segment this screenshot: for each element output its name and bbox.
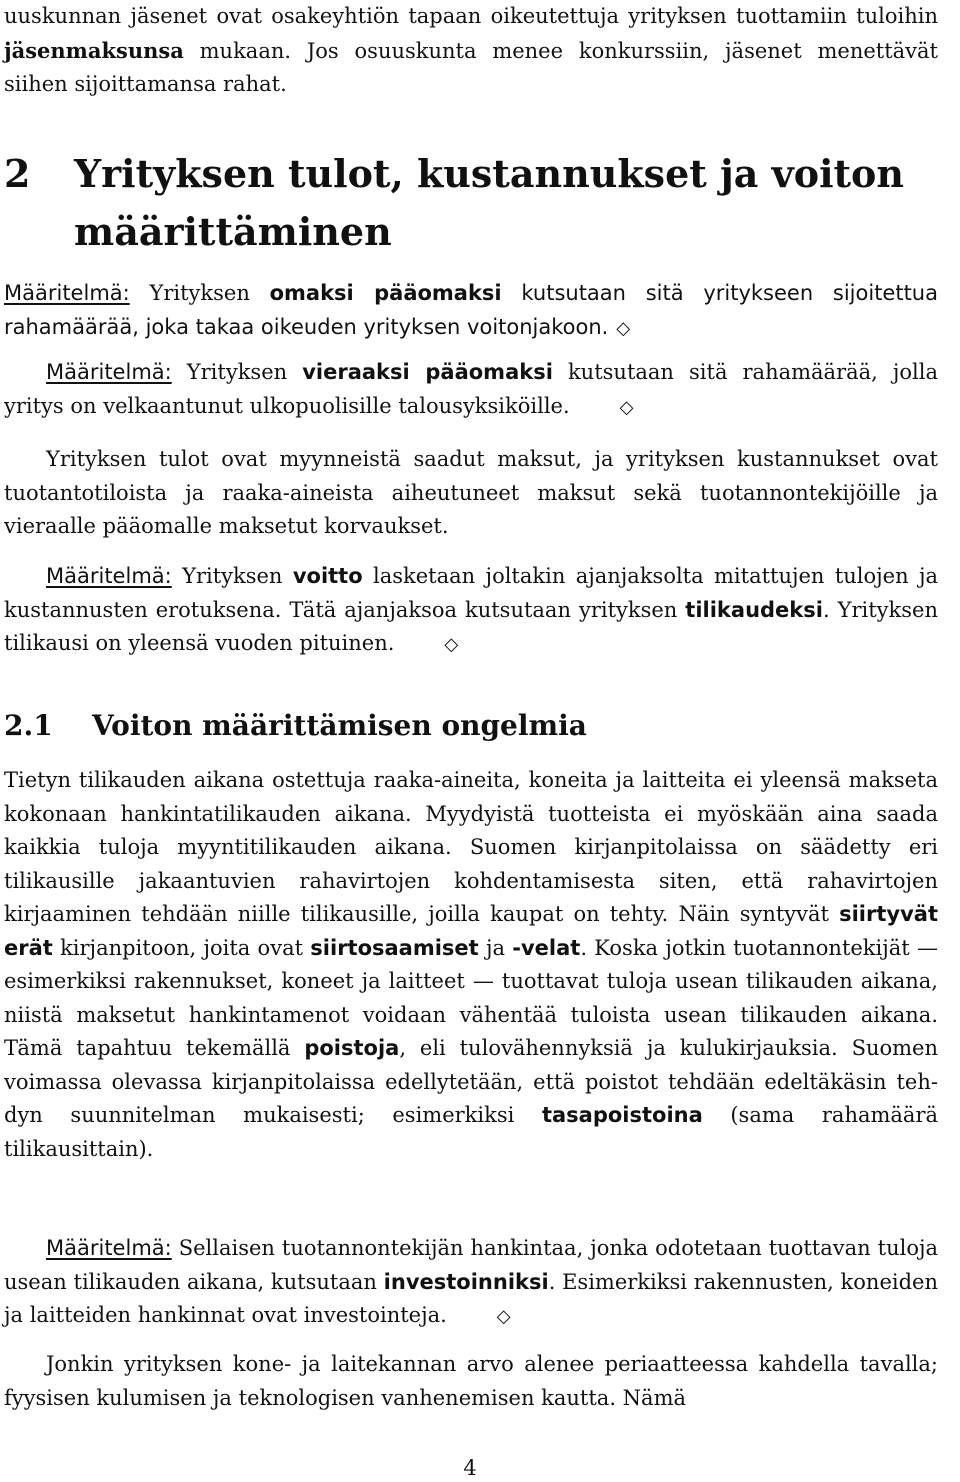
page-number: 4 <box>463 1456 477 1480</box>
definition-investment: Määritelmä: Sellaisen tuotannontekijän hankintaa, jonka odotetaan tuottavan tuloja usean tilikauden aikana, kutsutaan investoinniksi. Esimerkiksi rakennusten, koneiden ja laitteiden hankinnat ovat investointeja. ◇ <box>4 1232 938 1334</box>
section-heading <box>4 145 934 261</box>
definition-equity: Määritelmä: Yrityksen omaksi pääomaksi kutsutaan sitä yritykseen sijoitettua rahamäärää, joka takaa oikeuden yrityksen voitonjakoon. ◇ <box>4 277 938 345</box>
bold-term: investoinniksi <box>383 1269 549 1294</box>
paragraph-intro: uuskunnan jäsenet ovat osakeyhtiön tapaan oikeutettuja yrityksen tuottamiin tuloihin jäsenmaksunsa mukaan. Jos osuuskunta menee konkurssiin, jäsenet menettävät siihen sijoittamansa rahat. <box>4 4 938 96</box>
definition-label: Määritelmä: <box>46 1236 172 1260</box>
definition-label: Määritelmä: <box>4 281 130 305</box>
paragraph-depreciation: Jonkin yrityksen kone- ja laitekannan arvo alenee periaatteessa kahdella tavalla; fyysisen kulumisen ja teknologisen vanhenemisen kautta. Nämä <box>4 1352 938 1410</box>
bold-term: poistoja <box>304 1036 400 1060</box>
subsection-title: Voiton määrittämisen ongelmia <box>92 709 587 742</box>
end-of-definition-icon: ◇ <box>619 396 634 418</box>
bold-term: voitto <box>292 564 363 588</box>
subsection-heading <box>4 706 587 746</box>
definition-profit: Määritelmä: Yrityksen voitto lasketaan joltakin ajanjaksolta mitattujen tulojen ja kustannusten erotuksena. Tätä ajanjaksoa kutsutaan yrityksen tilikaudeksi. Yrityksen tilikausi on yleensä vuoden pituinen. ◇ <box>4 560 938 662</box>
bold-term: -velat <box>512 935 581 960</box>
section-number: 2 <box>4 151 31 196</box>
bold-term: omaksi pääomaksi <box>269 281 502 305</box>
bold-term: tilikaudeksi <box>685 597 823 622</box>
section-title: Yrityksen tulot, kustannukset ja voiton määrittäminen <box>74 151 905 254</box>
end-of-definition-icon: ◇ <box>496 1306 511 1327</box>
subsection-number: 2.1 <box>4 709 53 742</box>
definition-debt: Määritelmä: Yrityksen vieraaksi pääomaksi kutsutaan sitä rahamäärää, jolla yritys on velkaantunut ulkopuolisille talousyksiköille. ◇ <box>4 356 938 424</box>
end-of-definition-icon: ◇ <box>616 317 631 339</box>
bold-term: jäsenmaksunsa <box>4 37 184 63</box>
end-of-definition-icon: ◇ <box>444 634 459 655</box>
paragraph-revenue-costs: Yrityksen tulot ovat myynneistä saadut maksut, ja yrityksen kustannukset ovat tuotantotiloista ja raaka-aineista aiheutuneet maksut sekä tuotannontekijöille ja vieraalle pääomalle maksetut korvaukset. <box>4 447 938 538</box>
bold-term: vieraaksi pääomaksi <box>302 360 553 384</box>
bold-term: tasapoistoina <box>541 1103 703 1127</box>
bold-term: siirtyvät erät <box>4 902 938 960</box>
bold-term: siirtosaamiset <box>310 935 479 960</box>
definition-label: Määritelmä: <box>46 564 172 588</box>
definition-label: Määritelmä: <box>46 360 172 384</box>
paragraph-accounting: Tietyn tilikauden aikana ostettuja raaka-aineita, koneita ja laitteita ei yleensä makseta kokonaan hankintatilikauden aikana. Myydyistä tuotteista ei myöskään aina saada kaikkia tuloja myyntitilikauden aikana. Suomen kirjanpitolaissa on säädetty eri tilikausille jakaantuvien rahavirtojen kohdentamisesta siten, että rahavirtojen kirjaaminen tehdään niille tilikausille, joilla kaupat on tehty. Näin syntyvät siirtyvät erät kirjanpitoon, joita ovat siirtosaamiset ja -velat. Koska jotkin tuotannontekijät — esimerkiksi rakennukset, koneet ja laitteet — tuottavat tuloja usean tilikauden aikana, niistä maksetut hankintamenot voidaan vähentää tuloista usean tilikauden aikana. Tämä tapahtuu tekemällä poistoja, eli tulovähennyksiä ja kulukirjauksia. Suomen voimassa olevassa kirjanpitolaissa edellytetään, että poistot tehdään edeltäkäsin tehdyn suunnitelman mukaisesti; esimerkiksi tasapoistoina (sama rahamäärä tilikausittain). <box>4 768 938 1161</box>
